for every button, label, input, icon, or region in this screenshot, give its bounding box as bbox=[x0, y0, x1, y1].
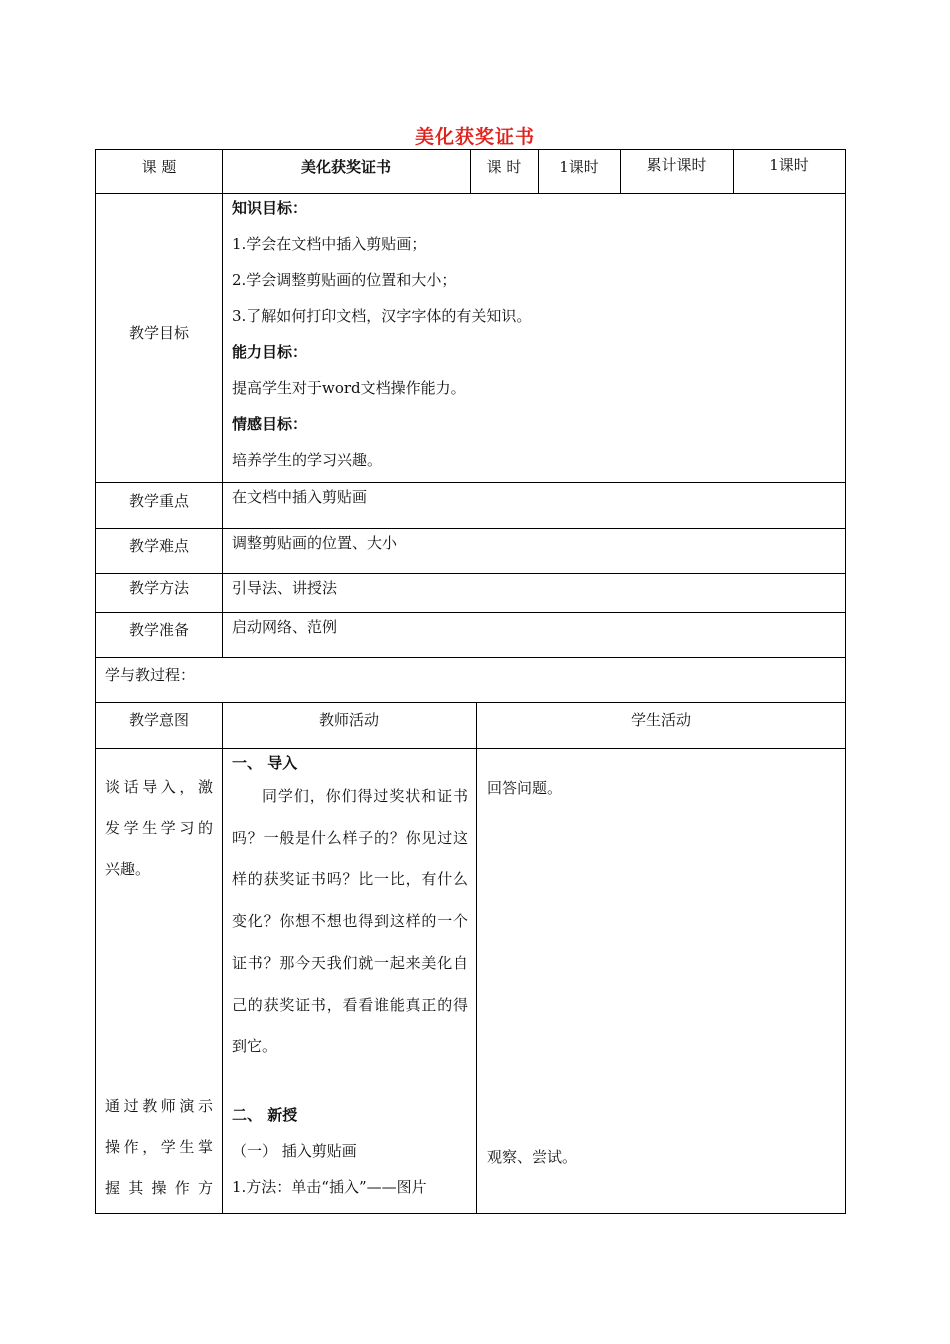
section1-heading: 一、 导入 bbox=[232, 754, 298, 772]
emotion-text: 培养学生的学习兴趣。 bbox=[232, 451, 383, 469]
hours-value: 1课时 bbox=[559, 158, 599, 176]
difficulty-value: 调整剪贴画的位置、大小 bbox=[232, 534, 398, 552]
prep-label: 教学准备 bbox=[128, 621, 189, 639]
section2-heading: 二、 新授 bbox=[232, 1106, 298, 1124]
ability-heading: 能力目标： bbox=[232, 343, 308, 361]
intent-line: 握其操作方 bbox=[105, 1179, 213, 1197]
column-student: 学生活动 bbox=[630, 711, 691, 729]
student-observe: 观察、尝试。 bbox=[487, 1148, 578, 1166]
intent-line: 兴趣。 bbox=[105, 860, 151, 878]
knowledge-item: 3.了解如何打印文档，汉字字体的有关知识。 bbox=[232, 307, 532, 325]
lesson-label: 课 题 bbox=[141, 158, 177, 176]
column-teacher: 教师活动 bbox=[318, 711, 379, 729]
page-title: 美化获奖证书 bbox=[414, 126, 535, 148]
emotion-heading: 情感目标： bbox=[232, 415, 308, 433]
process-label: 学与教过程： bbox=[105, 666, 196, 684]
knowledge-heading: 知识目标： bbox=[232, 199, 308, 217]
hours-label: 课 时 bbox=[486, 158, 522, 176]
cumulative-value: 1课时 bbox=[769, 156, 809, 174]
key-label: 教学重点 bbox=[128, 492, 189, 510]
ability-text: 提高学生对于word文档操作能力。 bbox=[232, 379, 466, 397]
cumulative-label: 累计课时 bbox=[646, 156, 707, 174]
lesson-value: 美化获奖证书 bbox=[300, 158, 391, 176]
method-label: 教学方法 bbox=[128, 579, 189, 597]
prep-value: 启动网络、范例 bbox=[232, 618, 338, 636]
subsection-insert-clipart: （一） 插入剪贴画 bbox=[232, 1142, 357, 1160]
knowledge-item: 2.学会调整剪贴画的位置和大小； bbox=[232, 271, 457, 289]
column-intent: 教学意图 bbox=[128, 711, 189, 729]
intent-line: 通过教师演示 bbox=[105, 1097, 213, 1115]
intent-line: 操作，学生掌 bbox=[105, 1138, 213, 1156]
method-value: 引导法、讲授法 bbox=[232, 579, 338, 597]
difficulty-label: 教学难点 bbox=[128, 537, 189, 555]
student-answer: 回答问题。 bbox=[487, 779, 563, 797]
objectives-label: 教学目标 bbox=[128, 324, 189, 342]
section1-text: 同学们，你们得过奖状和证书吗？一般是什么样子的？你见过这样的获奖证书吗？比一比，有什么变化？你想不想也得到这样的一个证书？那今天我们就一起来美化自己的获奖证书，看看谁能真正的得到它。 bbox=[232, 787, 468, 1056]
knowledge-item: 1.学会在文档中插入剪贴画； bbox=[232, 235, 427, 253]
key-value: 在文档中插入剪贴画 bbox=[232, 488, 368, 506]
step-method: 1.方法：单击“插入”——图片 bbox=[232, 1178, 427, 1196]
intent-line: 发学生学习的 bbox=[105, 819, 213, 837]
intent-line: 谈话导入，激 bbox=[105, 778, 213, 796]
